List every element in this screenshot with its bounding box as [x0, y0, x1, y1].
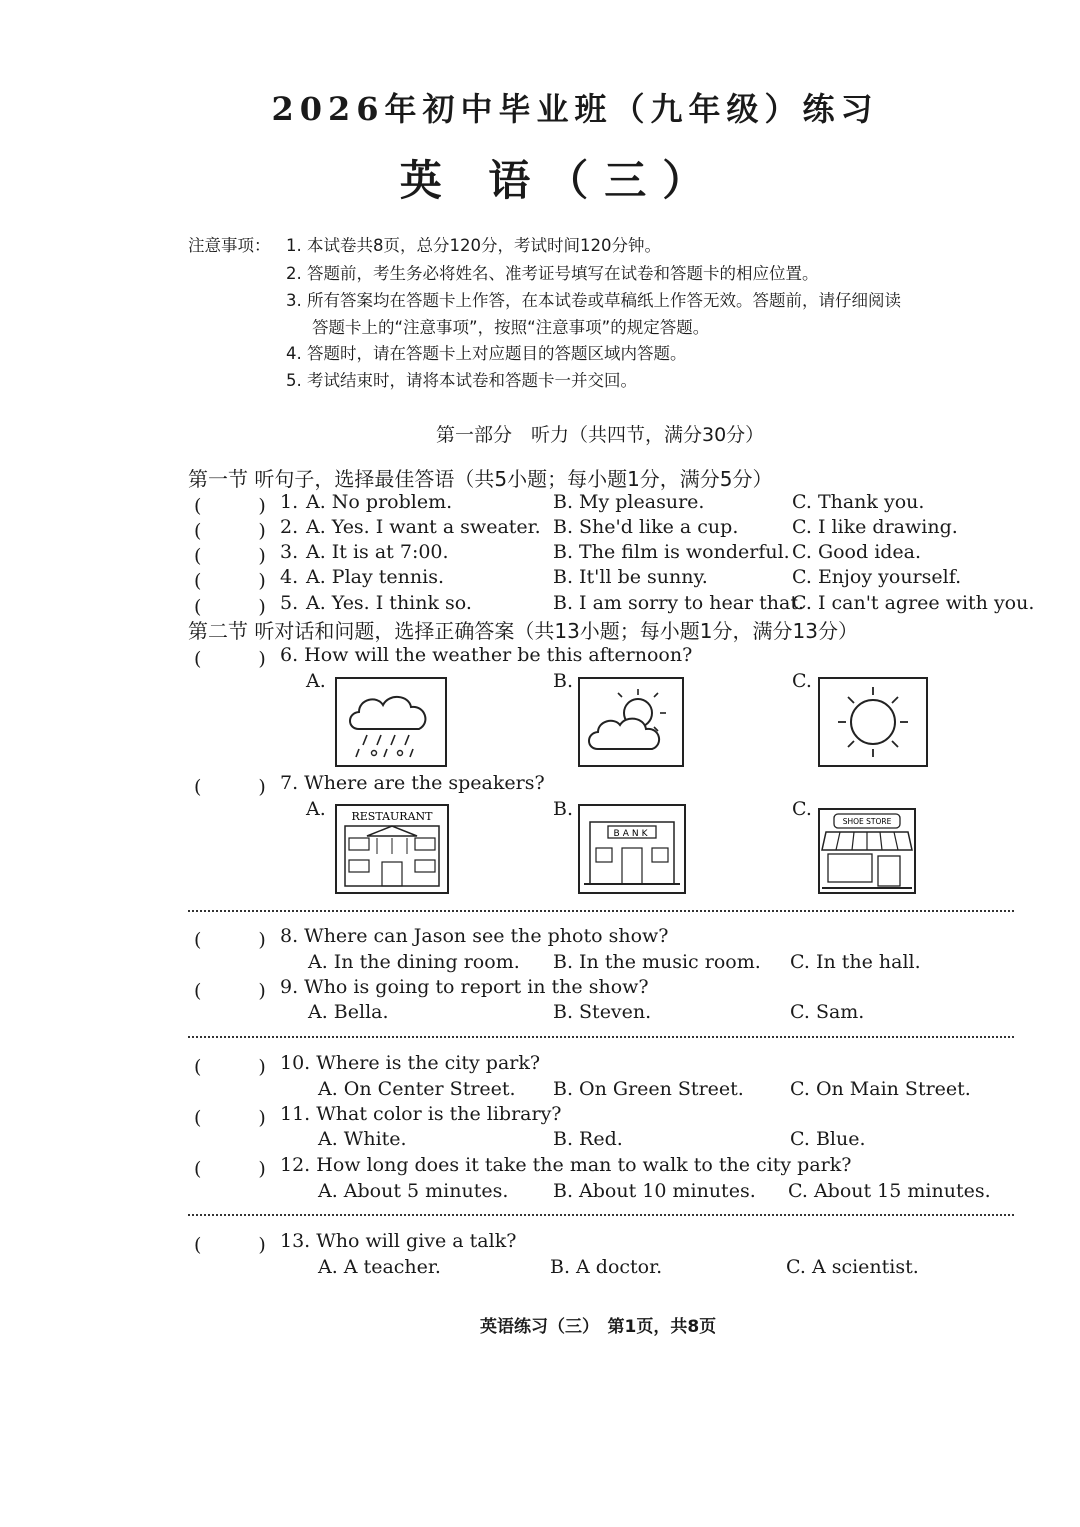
option-b: B. A doctor.	[550, 1256, 663, 1278]
option-a-label: A.	[306, 798, 326, 820]
page-footer: 英语练习（三） 第1页，共8页	[480, 1317, 717, 1337]
bank-sign: BANK	[613, 829, 651, 839]
note-item: 2. 答题前，考生务必将姓名、准考证号填写在试卷和答题卡的相应位置。	[286, 264, 819, 283]
restaurant-icon	[335, 804, 449, 894]
option-a: A. In the dining room.	[308, 951, 520, 973]
page-subtitle: 英 语（三）	[399, 156, 721, 205]
option-c-label: C.	[792, 798, 812, 820]
option-a: A. On Center Street.	[318, 1078, 516, 1100]
sun-cloud-icon	[578, 677, 684, 767]
option-a-label: A.	[306, 670, 326, 692]
rain-cloud-icon	[335, 677, 447, 767]
option-c: C. Good idea.	[792, 541, 922, 563]
option-a: A. It is at 7:00.	[306, 541, 449, 563]
note-item: 4. 答题时，请在答题卡上对应题目的答题区域内答题。	[286, 344, 687, 363]
option-c: C. Thank you.	[792, 491, 925, 513]
option-a: A. A teacher.	[318, 1256, 441, 1278]
answer-blank[interactable]: ( )	[194, 1056, 266, 1078]
answer-blank[interactable]: ( )	[194, 495, 266, 517]
question-text: 10. Where is the city park?	[280, 1052, 541, 1074]
answer-blank[interactable]: ( )	[194, 980, 266, 1002]
answer-blank[interactable]: ( )	[194, 1158, 266, 1180]
question-text: 9. Who is going to report in the show?	[280, 976, 649, 998]
answer-blank[interactable]: ( )	[194, 776, 266, 798]
option-a: A. No problem.	[306, 491, 453, 513]
question-text: 13. Who will give a talk?	[280, 1230, 517, 1252]
option-b: B. Red.	[553, 1128, 623, 1150]
option-c: C. Blue.	[790, 1128, 866, 1150]
option-c: C. Sam.	[790, 1001, 865, 1023]
note-item: 5. 考试结束时，请将本试卷和答题卡一并交回。	[286, 371, 637, 390]
answer-blank[interactable]: ( )	[194, 1234, 266, 1256]
option-b: B. It'll be sunny.	[553, 566, 708, 588]
bank-icon	[578, 804, 686, 894]
page-title: 2026年初中毕业班（九年级）练习	[271, 90, 879, 128]
option-a: A. About 5 minutes.	[318, 1180, 509, 1202]
note-item: 3. 所有答案均在答题卡上作答，在本试卷或草稿纸上作答无效。答题前，请仔细阅读	[286, 291, 901, 310]
note-item: 答题卡上的“注意事项”，按照“注意事项”的规定答题。	[312, 318, 710, 337]
dotted-divider	[188, 910, 1014, 912]
question-text: 8. Where can Jason see the photo show?	[280, 925, 669, 947]
part-one-heading: 第一部分 听力（共四节，满分30分）	[436, 424, 765, 446]
answer-blank[interactable]: ( )	[194, 929, 266, 951]
dotted-divider	[188, 1214, 1014, 1216]
option-a: A. Yes. I think so.	[306, 592, 472, 614]
option-a: A. Bella.	[308, 1001, 389, 1023]
option-c-label: C.	[792, 670, 812, 692]
answer-blank[interactable]: ( )	[194, 545, 266, 567]
section-two-heading: 第二节 听对话和问题，选择正确答案（共13小题；每小题1分，满分13分）	[188, 619, 858, 643]
option-c: C. I can't agree with you.	[792, 592, 1035, 614]
shoe-store-sign: SHOE STORE	[842, 817, 892, 826]
option-b-label: B.	[553, 670, 574, 692]
question-number: 4.	[280, 566, 299, 588]
option-b: B. I am sorry to hear that.	[553, 592, 805, 614]
option-c: C. On Main Street.	[790, 1078, 971, 1100]
option-b-label: B.	[553, 798, 574, 820]
option-a: A. Yes. I want a sweater.	[306, 516, 541, 538]
dotted-divider	[188, 1036, 1014, 1038]
answer-blank[interactable]: ( )	[194, 648, 266, 670]
option-b: B. She'd like a cup.	[553, 516, 739, 538]
option-c: C. In the hall.	[790, 951, 921, 973]
option-b: B. On Green Street.	[553, 1078, 744, 1100]
question-number: 2.	[280, 516, 299, 538]
shoe-store-icon	[818, 808, 916, 894]
question-text: 12. How long does it take the man to walk to the city park?	[280, 1154, 852, 1176]
answer-blank[interactable]: ( )	[194, 1107, 266, 1129]
option-b: B. Steven.	[553, 1001, 652, 1023]
option-b: B. My pleasure.	[553, 491, 705, 513]
answer-blank[interactable]: ( )	[194, 596, 266, 618]
option-c: C. I like drawing.	[792, 516, 958, 538]
question-number: 5.	[280, 592, 299, 614]
option-c: C. Enjoy yourself.	[792, 566, 962, 588]
option-c: C. About 15 minutes.	[788, 1180, 991, 1202]
answer-blank[interactable]: ( )	[194, 520, 266, 542]
note-item: 1. 本试卷共8页，总分120分，考试时间120分钟。	[286, 236, 661, 255]
option-a: A. White.	[318, 1128, 407, 1150]
option-b: B. About 10 minutes.	[553, 1180, 756, 1202]
question-text: 7. Where are the speakers?	[280, 772, 545, 794]
question-text: 11. What color is the library?	[280, 1103, 562, 1125]
option-b: B. The film is wonderful.	[553, 541, 790, 563]
notes-label: 注意事项：	[188, 236, 271, 255]
restaurant-sign: RESTAURANT	[351, 810, 433, 823]
section-one-heading: 第一节 听句子，选择最佳答语（共5小题；每小题1分，满分5分）	[188, 467, 773, 491]
question-text: 6. How will the weather be this afternoon?	[280, 644, 693, 666]
option-a: A. Play tennis.	[306, 566, 444, 588]
question-number: 1.	[280, 491, 299, 513]
option-c: C. A scientist.	[786, 1256, 919, 1278]
question-number: 3.	[280, 541, 299, 563]
option-b: B. In the music room.	[553, 951, 761, 973]
sun-icon	[818, 677, 928, 767]
answer-blank[interactable]: ( )	[194, 570, 266, 592]
